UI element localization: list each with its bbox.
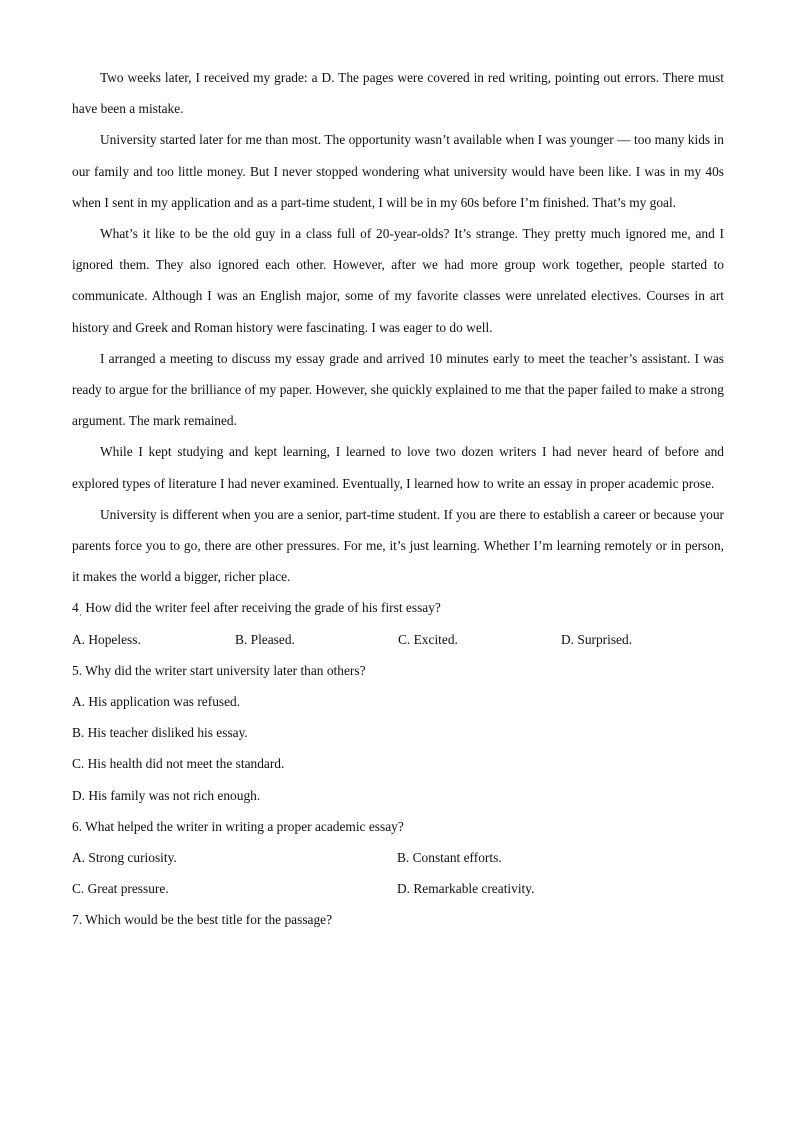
q5-option-a: A. His application was refused. xyxy=(72,694,241,710)
question-4-options xyxy=(72,624,724,655)
passage-paragraph-3: What’s it like to be the old guy in a class full of 20-year-olds? It’s strange. They pretty much ignored me, and I ignored them. They also ignored each other. However, after we had more group work together, people started to communicate. Although I was an English major, some of my favorite classes were unrelated electives. Courses in art history and Greek and Roman history were fascinating. I was eager to do well. xyxy=(72,226,724,335)
q4-option-c: C. Excited. xyxy=(398,631,458,647)
question-4-number: 4 xyxy=(72,600,79,616)
question-4-text: How did the writer feel after receiving the grade of his first essay? xyxy=(85,600,441,616)
q6-option-b: B. Constant efforts. xyxy=(397,850,502,866)
question-6-options-row-1 xyxy=(72,842,724,873)
passage-paragraph-6: University is different when you are a senior, part-time student. If you are there to establish a career or because your parents force you to go, there are other pressures. For me, it’s just learning. Whether I’m learning remotely or in person, it makes the world a bigger, richer place. xyxy=(72,506,724,585)
q6-option-a: A. Strong curiosity. xyxy=(72,850,177,866)
passage-paragraph-5: While I kept studying and kept learning, I learned to love two dozen writers I had never heard of before and explored types of literature I had never examined. Eventually, I learned how to write an essay in proper academic prose. xyxy=(72,444,724,491)
passage-paragraph-4: I arranged a meeting to discuss my essay grade and arrived 10 minutes early to meet the teacher’s assistant. I was ready to argue for the brilliance of my paper. However, she quickly explained to me that the paper failed to make a strong argument. The mark remained. xyxy=(72,350,724,429)
question-4-dot: · xyxy=(79,610,82,621)
document-page xyxy=(72,62,724,936)
q5-option-d: D. His family was not rich enough. xyxy=(72,787,261,803)
q4-option-b: B. Pleased. xyxy=(235,631,295,647)
question-7: 7. Which would be the best title for the passage? xyxy=(72,912,333,928)
passage-paragraph-2: University started later for me than most. The opportunity wasn’t available when I was younger — too many kids in our family and too little money. But I never stopped wondering what university would have been like. I was in my 40s when I sent in my application and as a part-time student, I will be in my 60s before I’m finished. That’s my goal. xyxy=(72,132,724,210)
q6-option-d: D. Remarkable creativity. xyxy=(397,881,535,897)
q4-option-d: D. Surprised. xyxy=(561,631,633,647)
question-5: 5. Why did the writer start university later than others? xyxy=(72,662,366,678)
question-4 xyxy=(72,592,724,623)
question-6-options-row-2 xyxy=(72,873,724,904)
q5-option-c: C. His health did not meet the standard. xyxy=(72,756,285,772)
passage-paragraph-1: Two weeks later, I received my grade: a D. The pages were covered in red writing, pointing out errors. There must have been a mistake. xyxy=(72,70,724,117)
q4-option-a: A. Hopeless. xyxy=(72,631,141,647)
q5-option-b: B. His teacher disliked his essay. xyxy=(72,725,248,741)
question-6: 6. What helped the writer in writing a proper academic essay? xyxy=(72,818,404,834)
q6-option-c: C. Great pressure. xyxy=(72,881,169,897)
